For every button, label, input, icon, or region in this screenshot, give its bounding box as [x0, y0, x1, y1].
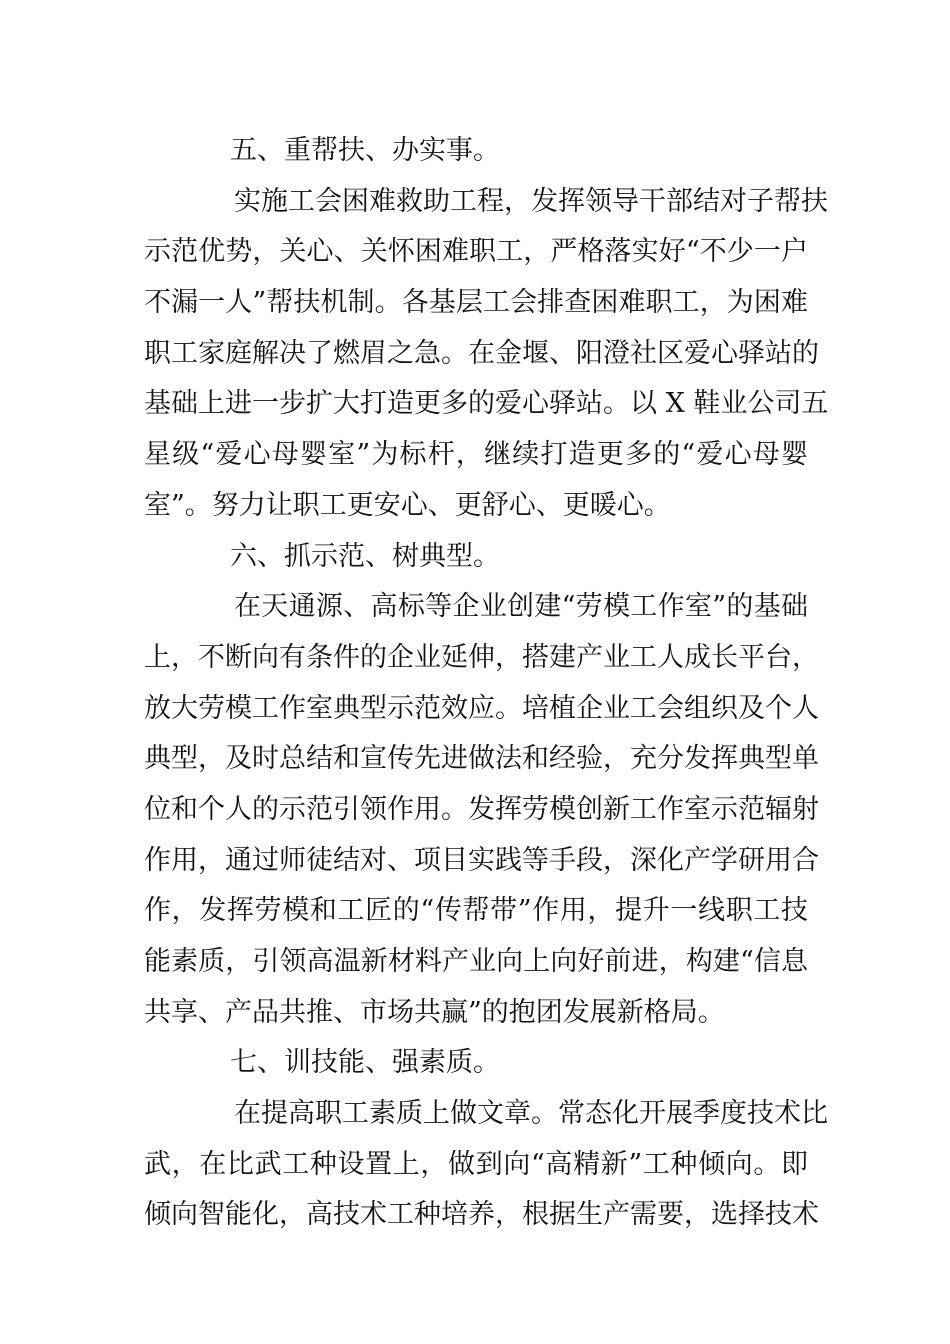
- paragraph-line: 倾向智能化，高技术工种培养，根据生产需要，选择技术: [144, 1199, 819, 1231]
- section-heading-7: 七、训技能、强素质。: [230, 1047, 500, 1079]
- paragraph-line: 实施工会困难救助工程，发挥领导干部结对子帮扶: [234, 185, 828, 217]
- paragraph-line: 星级“爱心母婴室”为标杆，继续打造更多的“爱心母婴: [144, 439, 808, 471]
- section-heading-5: 五、重帮扶、办实事。: [230, 135, 500, 166]
- paragraph-line: 作，发挥劳模和工匠的“传帮带”作用，提升一线职工技: [144, 895, 808, 927]
- paragraph-line: 作用，通过师徒结对、项目实践等手段，深化产学研用合: [144, 844, 819, 876]
- paragraph-line: 示范优势，关心、关怀困难职工，严格落实好“不少一户: [144, 236, 808, 268]
- paragraph-line: 在天通源、高标等企业创建“劳模工作室”的基础: [234, 591, 808, 623]
- paragraph-line: 典型，及时总结和宣传先进做法和经验，充分发挥典型单: [144, 743, 819, 775]
- paragraph-line: 武，在比武工种设置上，做到向“高精新”工种倾向。即: [144, 1148, 808, 1180]
- paragraph-line: 基础上进一步扩大打造更多的爱心驿站。以 X 鞋业公司五: [144, 388, 829, 420]
- paragraph-line: 上，不断向有条件的企业延伸，搭建产业工人成长平台，: [144, 641, 819, 673]
- paragraph-line-last: 共享、产品共推、市场共赢”的抱团发展新格局。: [144, 996, 725, 1028]
- section-heading-6: 六、抓示范、树典型。: [230, 540, 500, 572]
- paragraph-line: 位和个人的示范引领作用。发挥劳模创新工作室示范辐射: [144, 793, 819, 825]
- paragraph-line: 放大劳模工作室典型示范效应。培植企业工会组织及个人: [144, 692, 819, 724]
- paragraph-line-last: 室”。努力让职工更安心、更舒心、更暖心。: [144, 489, 671, 521]
- document-body: [144, 126, 829, 1241]
- paragraph-line: 在提高职工素质上做文章。常态化开展季度技术比: [234, 1098, 828, 1130]
- paragraph-line: 能素质，引领高温新材料产业向上向好前进，构建“信息: [144, 946, 808, 977]
- paragraph-line: 不漏一人”帮扶机制。各基层工会排查困难职工，为困难: [144, 287, 808, 319]
- paragraph-line: 职工家庭解决了燃眉之急。在金堰、阳澄社区爱心驿站的: [144, 337, 819, 369]
